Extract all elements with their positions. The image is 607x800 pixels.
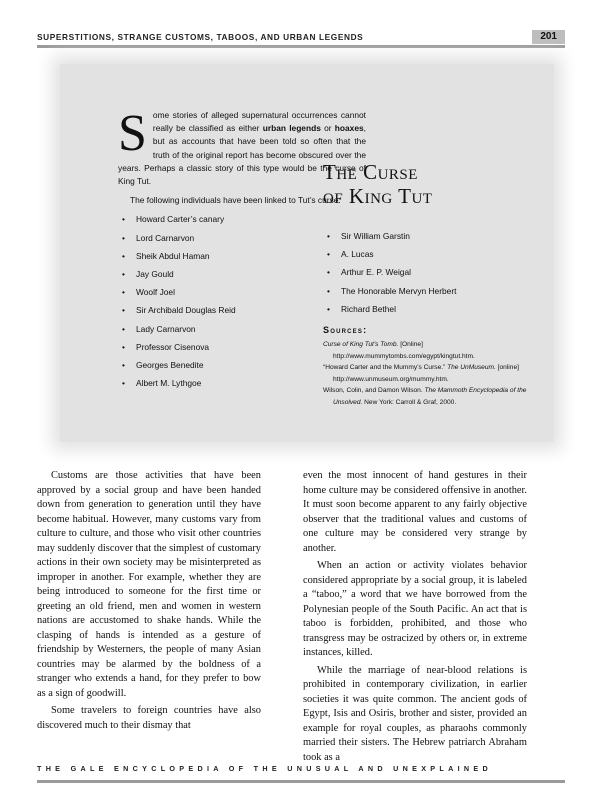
- dropcap: S: [118, 105, 147, 162]
- list-item: • A. Lucas: [327, 248, 533, 261]
- linked-intro: The following individuals have been linked to Tut’s curse:: [130, 195, 341, 206]
- body-column-left: [37, 469, 261, 733]
- intro-or: or: [320, 123, 335, 134]
- body-paragraph: even the most innocent of hand gestures in their home culture may be considered offensive in another. It must soon become apparent to any fairly objective observer that the traditional values and customs of one culture may be considered very strange by another.: [303, 470, 527, 554]
- body-paragraph: When an action or activity violates behavior considered appropriate by a social group, it is labeled a “taboo,” a word that we have borrowed from the Polynesian people of the South Pacific. An act that is taboo is forbidden, prohibited, and those who transgress may be ostracized by others or, in extreme instances, killed.: [303, 560, 527, 658]
- source-3-authors: Wilson, Colin, and Damon Wilson.: [323, 387, 423, 395]
- page-number: 201: [532, 30, 565, 44]
- right-victims-list: [323, 230, 533, 316]
- list-item: • Jay Gould: [122, 268, 366, 281]
- running-footer: THE GALE ENCYCLOPEDIA OF THE UNUSUAL AND UNEXPLAINED: [37, 764, 492, 773]
- list-item: • Lady Carnarvon: [122, 323, 366, 336]
- list-item: • Woolf Joel: [122, 286, 366, 299]
- footer-rule: [37, 780, 565, 783]
- urban-legends-link: urban legends: [262, 123, 321, 134]
- body-paragraph: Customs are those activities that have been approved by a social group and have been handed down from generation to generation until they have become habitual. However, many customs vary from culture to culture, and those who visit other countries may suddenly discover that the simplest of customary actions in their own society may be misinterpreted as improper in another. For example, whether they are being introduced to someone for the first time or greeting an old friend, men and women in western nations are accustomed to shake hands. While the clasping of hands is intended as a gesture of friendship by Westerners, the people of many Asian countries may be alarmed by the boldness of a stranger who extends a hand, for they prefer to bow as a sign of goodwill.: [37, 470, 261, 699]
- list-item: • Albert M. Lythgoe: [122, 377, 366, 390]
- list-item: • Howard Carter’s canary: [122, 213, 366, 226]
- source-2-rest: [online] http://www.unmuseum.org/mummy.htm.: [333, 364, 519, 383]
- running-header: [37, 32, 565, 46]
- title-line-1: The Curse: [323, 160, 418, 184]
- body-paragraph: Some travelers to foreign countries have also discovered much to their dismay that: [37, 705, 261, 731]
- source-2-pub: The UnMuseum.: [445, 364, 496, 372]
- source-1-rest: [Online] http://www.mummytombs.com/egypt/kingtut.htm.: [333, 341, 475, 360]
- source-3-rest: New York: Carroll & Graf, 2000.: [362, 398, 457, 406]
- sources-heading: Sources:: [323, 325, 368, 336]
- list-item: • Lord Carnarvon: [122, 232, 366, 245]
- body-paragraph: While the marriage of near-blood relations is prohibited in contemporary civilization, in earlier societies it was quite common. The ancient gods of Egypt, Isis and Osiris, brother and sister, provided an example for royal couples, as pharaohs commonly married their sisters. The Hebrew patriarch Abraham took as a: [303, 664, 527, 763]
- intro-rest: , but as accounts that have been told so often that the truth of the original report has become obscured over the years. Perhaps a classic story of this type would be the curse of King Tut.: [118, 123, 366, 187]
- header-title: SUPERSTITIONS, STRANGE CUSTOMS, TABOOS, AND URBAN LEGENDS: [37, 32, 364, 42]
- source-1: [323, 339, 533, 362]
- list-item: • Professor Cisenova: [122, 341, 366, 354]
- sidebar-right-column: [323, 226, 533, 408]
- list-item: • Sheik Abdul Haman: [122, 250, 366, 263]
- source-3-title: The Mammoth Encyclopedia of the Unsolved.: [333, 387, 527, 406]
- source-2-title: “Howard Carter and the Mummy’s Curse.”: [323, 364, 446, 372]
- list-item: • Richard Bethel: [327, 303, 533, 316]
- source-3: [323, 385, 533, 408]
- body-column-right: [303, 469, 527, 765]
- list-item: • Arthur E. P. Weigal: [327, 266, 533, 279]
- title-line-2: of King Tut: [323, 184, 433, 208]
- sidebar-title: [323, 160, 432, 208]
- source-1-title: Curse of King Tut’s Tomb.: [323, 341, 399, 349]
- list-item: • Sir Archibald Douglas Reid: [122, 304, 366, 317]
- intro-text: ome stories of alleged supernatural occurrences cannot really be classified as either: [152, 110, 366, 134]
- source-2: [323, 362, 533, 385]
- list-item: • Georges Benedite: [122, 359, 366, 372]
- hoaxes-link: hoaxes: [334, 123, 364, 134]
- header-rule: [37, 45, 565, 48]
- list-item: • The Honorable Mervyn Herbert: [327, 285, 533, 298]
- sidebar-box: [60, 64, 554, 442]
- list-item: • Sir William Garstin: [327, 230, 533, 243]
